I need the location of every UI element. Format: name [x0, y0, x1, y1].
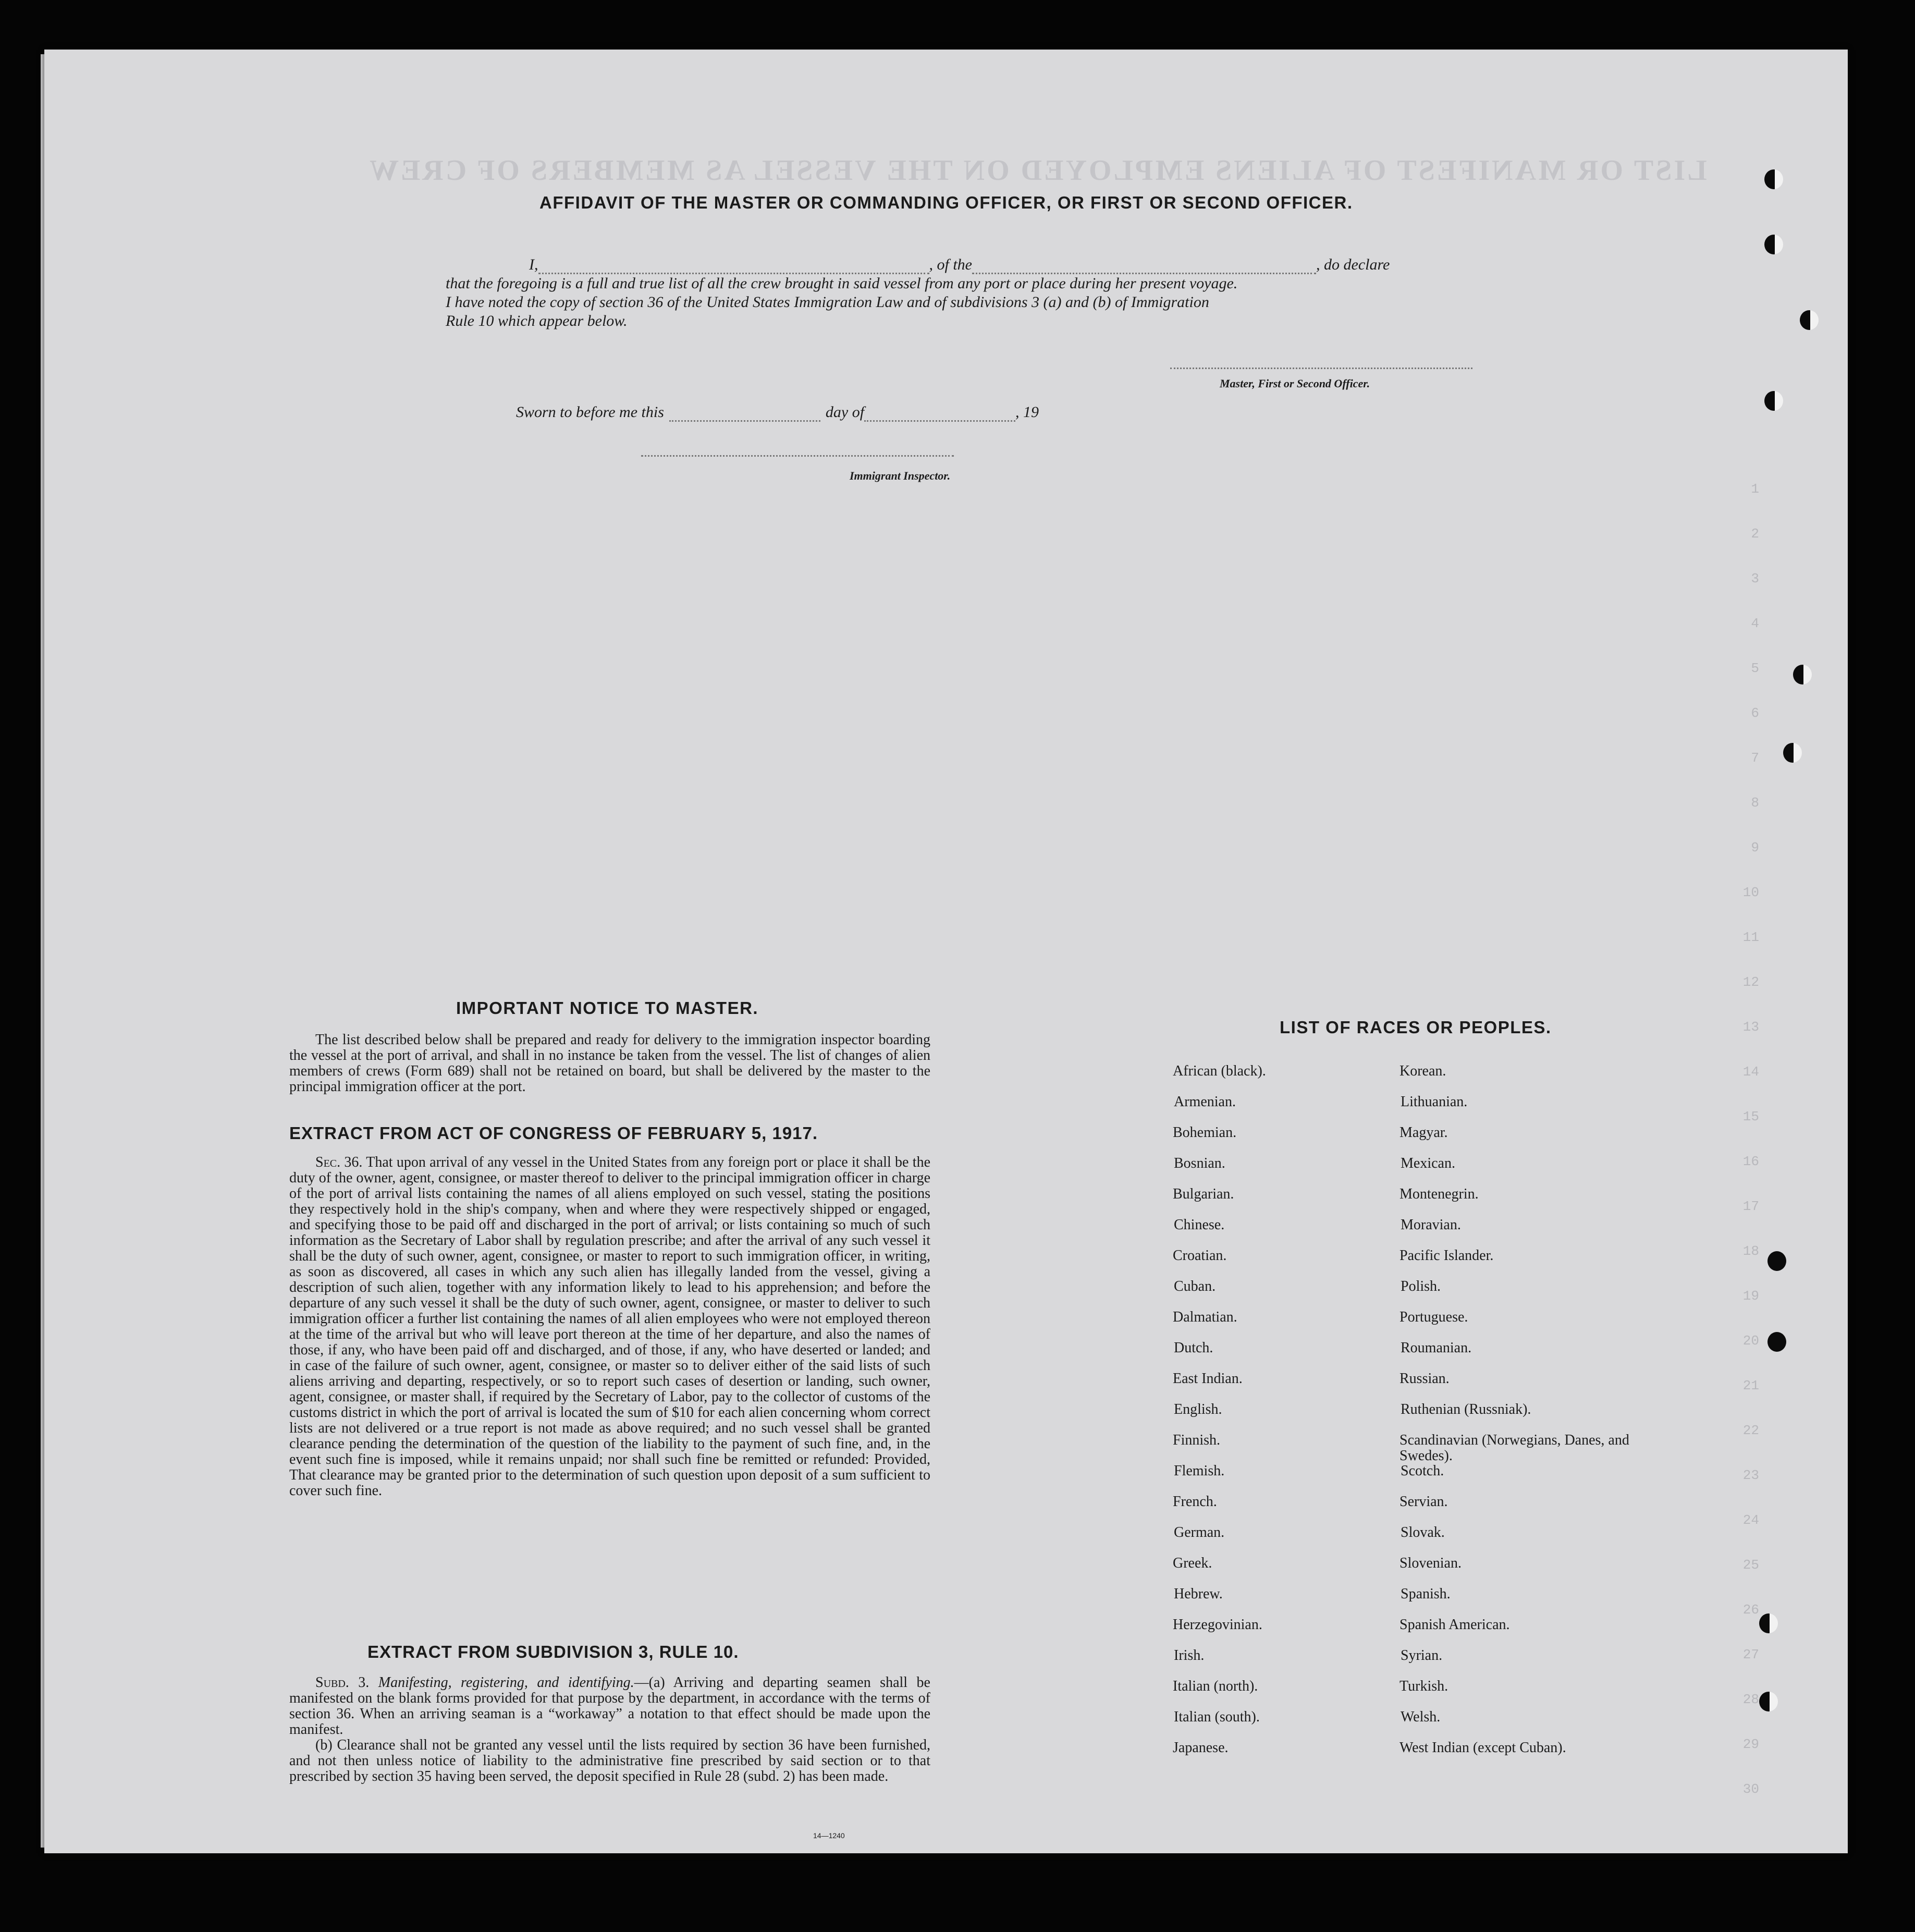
race-item: Italian (south). [1174, 1709, 1260, 1725]
race-item: Mexican. [1401, 1155, 1455, 1171]
bleed-row-number: 8 [1751, 795, 1759, 811]
race-item: Korean. [1400, 1063, 1446, 1079]
race-item: East Indian. [1173, 1371, 1243, 1387]
punch-hole [1764, 391, 1783, 411]
punch-hole [1764, 169, 1783, 189]
race-item: African (black). [1173, 1063, 1266, 1079]
race-item: Russian. [1400, 1371, 1450, 1387]
punch-hole [1759, 1692, 1778, 1711]
race-item: Montenegrin. [1400, 1186, 1479, 1202]
bleed-row-number: 7 [1751, 750, 1759, 766]
punch-hole [1783, 743, 1802, 763]
race-item: Welsh. [1401, 1709, 1441, 1725]
race-item: Slovenian. [1400, 1555, 1462, 1571]
bleed-row-number: 30 [1742, 1781, 1759, 1797]
affidavit-line-2: that the foregoing is a full and true list of all the crew brought in said vessel from any port or place during her present voyage. [446, 275, 1238, 292]
form-number: 14—1240 [813, 1831, 845, 1840]
punch-hole [1793, 665, 1812, 684]
inspector-signature-line[interactable] [641, 455, 954, 457]
races-right-column [1400, 1063, 1671, 1771]
race-item: Magyar. [1400, 1124, 1448, 1141]
race-item: Spanish. [1401, 1586, 1451, 1602]
bleed-row-number: 13 [1742, 1019, 1759, 1035]
race-item: Lithuanian. [1401, 1094, 1468, 1110]
bleed-row-number: 3 [1751, 571, 1759, 586]
race-item: Flemish. [1174, 1463, 1225, 1479]
race-item: Croatian. [1173, 1248, 1227, 1264]
race-item: Finnish. [1173, 1432, 1221, 1448]
master-caption: Master, First or Second Officer. [1220, 377, 1370, 390]
bleed-row-number: 2 [1751, 526, 1759, 542]
extract-rule-body [289, 1675, 930, 1784]
extract-act-body [289, 1155, 930, 1499]
race-item: Slovak. [1401, 1524, 1445, 1540]
race-item: Dutch. [1174, 1340, 1213, 1356]
bleed-row-number: 19 [1742, 1288, 1759, 1304]
subdivision-a [289, 1675, 930, 1738]
subd-a-text: —(a) Arriving and departing seamen shall be manifested on the blank forms provided for that purpose by the department, in accordance with the terms of section 36. When an arriving seaman is a “workaway” a notation to that effect should be made upon the manifest. [289, 1674, 930, 1738]
bleed-row-number: 23 [1742, 1468, 1759, 1483]
race-item: Bohemian. [1173, 1124, 1237, 1141]
race-item: Japanese. [1173, 1740, 1229, 1756]
race-item: Scandinavian (Norwegians, Danes, and Swedes). [1400, 1432, 1629, 1464]
bleed-row-number: 26 [1742, 1602, 1759, 1618]
race-item: Polish. [1401, 1278, 1441, 1294]
bleed-row-number: 12 [1742, 974, 1759, 990]
bleed-through-row-numbers [1728, 467, 1759, 1812]
sworn-year: , 19 [1015, 403, 1039, 421]
race-item: Herzegovinian. [1173, 1617, 1262, 1633]
race-item: West Indian (except Cuban). [1400, 1740, 1566, 1756]
race-item: Spanish American. [1400, 1617, 1510, 1633]
manifest-page [44, 50, 1848, 1853]
bleed-row-number: 6 [1751, 705, 1759, 721]
extract-act-title: EXTRACT FROM ACT OF CONGRESS OF FEBRUARY 5, 1917. [289, 1123, 818, 1143]
punch-hole [1764, 235, 1783, 254]
notice-body: The list described below shall be prepared and ready for delivery to the immigration inspector boarding the vessel at the port of arrival, and shall in no instance be taken from the vessel. The list of changes of alien members of crews (Form 689) shall not be retained on board, but shall be delivered by the master to the principal immigration officer at the port. [289, 1032, 930, 1095]
bleed-row-number: 5 [1751, 661, 1759, 676]
bleed-row-number: 22 [1742, 1423, 1759, 1438]
affidavit-line-1 [446, 255, 1519, 274]
bleed-row-number: 15 [1742, 1109, 1759, 1124]
bleed-row-number: 24 [1742, 1512, 1759, 1528]
punch-hole [1767, 1251, 1786, 1271]
bleed-row-number: 27 [1742, 1647, 1759, 1662]
bleed-row-number: 25 [1742, 1557, 1759, 1573]
punch-hole [1767, 1332, 1786, 1352]
race-item: Bulgarian. [1173, 1186, 1234, 1202]
affidavit-of-the: , of the [929, 256, 972, 273]
races-left-column [1173, 1063, 1392, 1771]
bleed-row-number: 14 [1742, 1064, 1759, 1080]
section-36-text: That upon arrival of any vessel in the United States from any foreign port or place it shall be the duty of the owner, agent, consignee, or master thereof to deliver to the principal immigration officer in charge of the port of arrival lists containing the names of all aliens employed on such vessel, stating the positions they respectively hold in the ship's company, when and where they were respectively shipped or engaged, and specifying those to be paid off and discharged in the port of arrival; or lists containing so much of such information as the Secretary of Labor shall by regulation prescribe; and after the arrival of any such vessel it shall be the duty of such owner, agent, consignee, or master to report to such immigration officer, in writing, as soon as discovered, all cases in which any such alien has illegally landed from the vessel, giving a description of such alien, together with any information likely to lead to his apprehension; and before the departure of any such vessel it shall be the duty of such owner, agent, consignee, or master to deliver to such immigration officer a further list containing the names of all alien employees who were not employed thereon at the time of the arrival but who will leave port thereon at the time of her departure, and also the names of those, if any, who have been paid off and discharged, and of those, if any, who have deserted or landed; and in case of the failure of such owner, agent, consignee, or master so to deliver either of the said lists of such aliens arriving and departing, respectively, or so to report such cases of desertion or landing, such owner, agent, consignee, or master shall, if required by the Secretary of Labor, pay to the collector of customs of the customs district in which the port of arrival is located the sum of $10 for each alien concerning whom correct lists are not delivered or a true report is not made as above required; and no such vessel shall be granted clearance pending the determination of the question of the liability to the payment of such fine, and, in the event such fine is imposed, while it remains unpaid; nor shall such fine be remitted or refunded: Provided, That clearance may be granted prior to the determination of such question upon deposit of a sum sufficient to cover such fine. [289, 1154, 930, 1499]
race-item: Greek. [1173, 1555, 1212, 1571]
subdivision-b: (b) Clearance shall not be granted any vessel until the lists required by section 36 have been furnished, and not then unless notice of liability to the administrative fine prescribed by said section or to that prescribed by section 35 having been served, the deposit specified in Rule 28 (subd. 2) has been made. [289, 1737, 930, 1784]
race-item: Bosnian. [1174, 1155, 1225, 1171]
bleed-row-number: 20 [1742, 1333, 1759, 1349]
affidavit-line-3: I have noted the copy of section 36 of the United States Immigration Law and of subdivisions 3 (a) and (b) of Immigration [446, 294, 1209, 311]
bleed-row-number: 1 [1751, 481, 1759, 497]
bleed-row-number: 10 [1742, 885, 1759, 900]
inspector-caption: Immigrant Inspector. [850, 469, 951, 482]
bleed-row-number: 29 [1742, 1737, 1759, 1752]
bleed-row-number: 21 [1742, 1378, 1759, 1393]
race-item: English. [1174, 1401, 1222, 1417]
affidavit-declaration [446, 255, 1519, 331]
bleed-row-number: 18 [1742, 1243, 1759, 1259]
affidavit-line-4: Rule 10 which appear below. [446, 312, 628, 329]
race-item: Syrian. [1401, 1647, 1443, 1664]
race-item: Irish. [1174, 1647, 1205, 1664]
sworn-day-of: day of [825, 403, 865, 421]
sworn-line [516, 403, 1039, 422]
race-item: Roumanian. [1401, 1340, 1472, 1356]
bleed-row-number: 16 [1742, 1154, 1759, 1169]
sworn-day-blank[interactable] [669, 420, 820, 422]
sworn-text: Sworn to before me this [516, 403, 664, 421]
bleed-row-number: 4 [1751, 616, 1759, 631]
race-item: Turkish. [1400, 1678, 1448, 1694]
subd-label: Subd. 3. [315, 1674, 370, 1691]
race-item: German. [1174, 1524, 1225, 1540]
race-item: Ruthenian (Russniak). [1401, 1401, 1531, 1417]
subd-heading: Manifesting, registering, and identifying. [378, 1674, 634, 1691]
notice-title: IMPORTANT NOTICE TO MASTER. [456, 998, 759, 1018]
punch-hole [1800, 310, 1819, 330]
race-item: Chinese. [1174, 1217, 1225, 1233]
race-item: Hebrew. [1174, 1586, 1223, 1602]
race-item: Italian (north). [1173, 1678, 1258, 1694]
race-item: Armenian. [1174, 1094, 1236, 1110]
bleed-through-header: LIST OR MANIFEST OF ALIENS EMPLOYED ON THE VESSEL AS MEMBERS OF CREW [367, 154, 1707, 187]
race-item: Scotch. [1401, 1463, 1444, 1479]
races-title: LIST OF RACES OR PEOPLES. [1280, 1018, 1552, 1037]
race-item: Pacific Islander. [1400, 1248, 1494, 1264]
master-signature-line[interactable] [1170, 368, 1472, 369]
punch-hole [1759, 1613, 1778, 1633]
bleed-row-number: 11 [1742, 930, 1759, 945]
sworn-month-blank[interactable] [864, 420, 1015, 422]
bleed-row-number: 28 [1742, 1692, 1759, 1707]
race-item: Moravian. [1401, 1217, 1461, 1233]
affidavit-do-declare: , do declare [1316, 256, 1390, 273]
affidavit-title: AFFIDAVIT OF THE MASTER OR COMMANDING OFFICER, OR FIRST OR SECOND OFFICER. [539, 193, 1353, 212]
race-item: Portuguese. [1400, 1309, 1468, 1325]
extract-rule-title: EXTRACT FROM SUBDIVISION 3, RULE 10. [367, 1642, 739, 1661]
race-item: Servian. [1400, 1494, 1448, 1510]
race-item: French. [1173, 1494, 1217, 1510]
section-label: Sec. 36. [315, 1154, 363, 1170]
race-item: Cuban. [1174, 1278, 1216, 1294]
race-item: Dalmatian. [1173, 1309, 1237, 1325]
affidavit-i: I, [529, 256, 538, 273]
bleed-row-number: 9 [1751, 840, 1759, 855]
bleed-row-number: 17 [1742, 1199, 1759, 1214]
